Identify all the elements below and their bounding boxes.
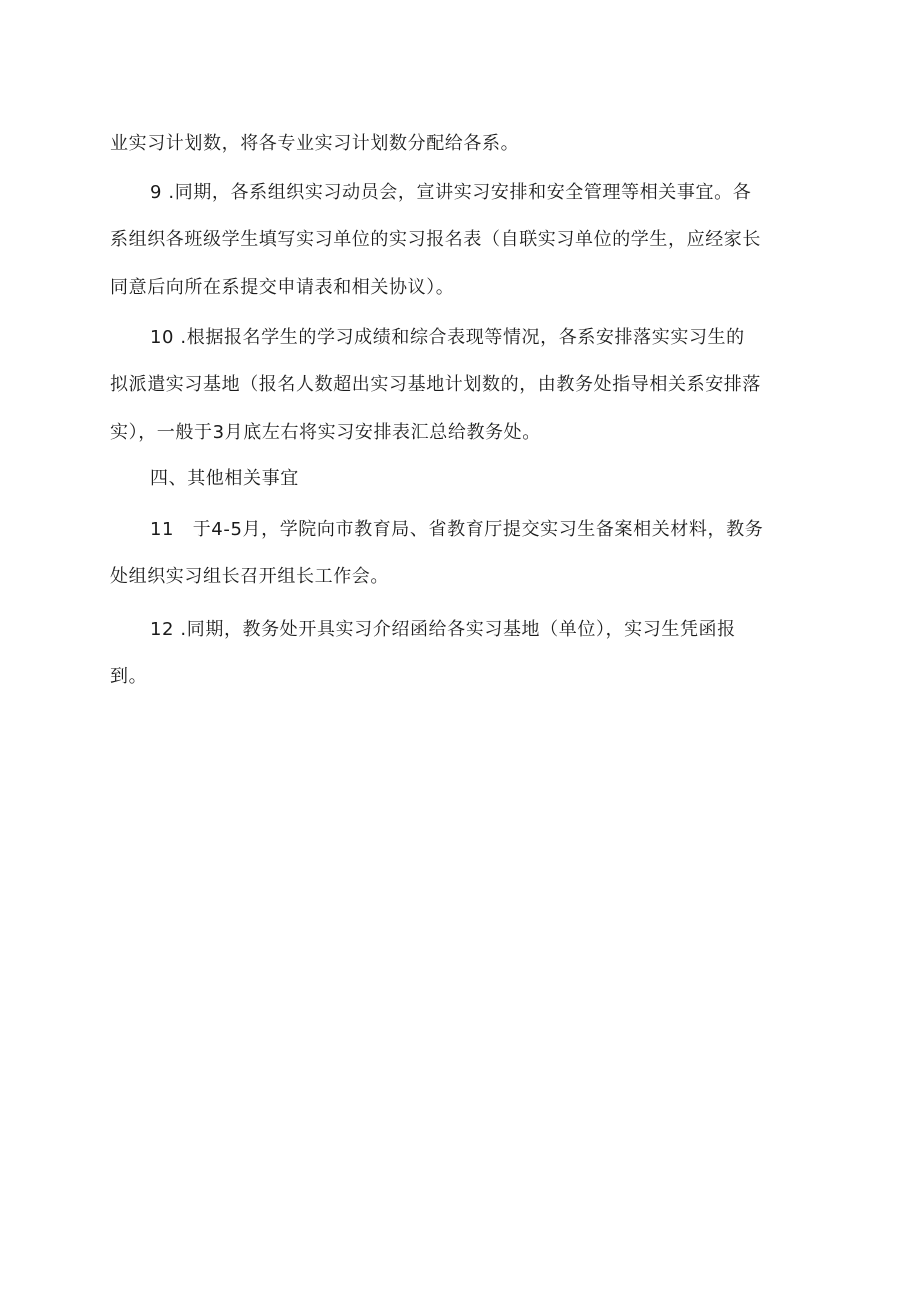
paragraph-5-line-1: 到。	[110, 666, 148, 687]
paragraph-1-line-0: 9 .同期，各系组织实习动员会，宣讲实习安排和安全管理等相关事宜。各	[150, 182, 752, 203]
paragraph-2-line-2: 实），一般于3月底左右将实习安排表汇总给教务处。	[110, 422, 541, 443]
section-heading: 四、其他相关事宜	[150, 468, 299, 489]
paragraph-0-line-0: 业实习计划数，将各专业实习计划数分配给各系。	[110, 133, 520, 154]
paragraph-4-line-0: 11 于4-5月，学院向市教育局、省教育厅提交实习生备案相关材料，教务	[150, 519, 764, 540]
paragraph-2-line-0: 10 .根据报名学生的学习成绩和综合表现等情况，各系安排落实实习生的	[150, 327, 745, 348]
paragraph-1-line-1: 系组织各班级学生填写实习单位的实习报名表（自联实习单位的学生，应经家长	[110, 229, 761, 250]
paragraph-5-line-0: 12 .同期，教务处开具实习介绍函给各实习基地（单位），实习生凭函报	[150, 619, 736, 640]
paragraph-1-line-2: 同意后向所在系提交申请表和相关协议）。	[110, 277, 455, 298]
paragraph-2-line-1: 拟派遣实习基地（报名人数超出实习基地计划数的，由教务处指导相关系安排落	[110, 374, 761, 395]
paragraph-4-line-1: 处组织实习组长召开组长工作会。	[110, 566, 389, 587]
